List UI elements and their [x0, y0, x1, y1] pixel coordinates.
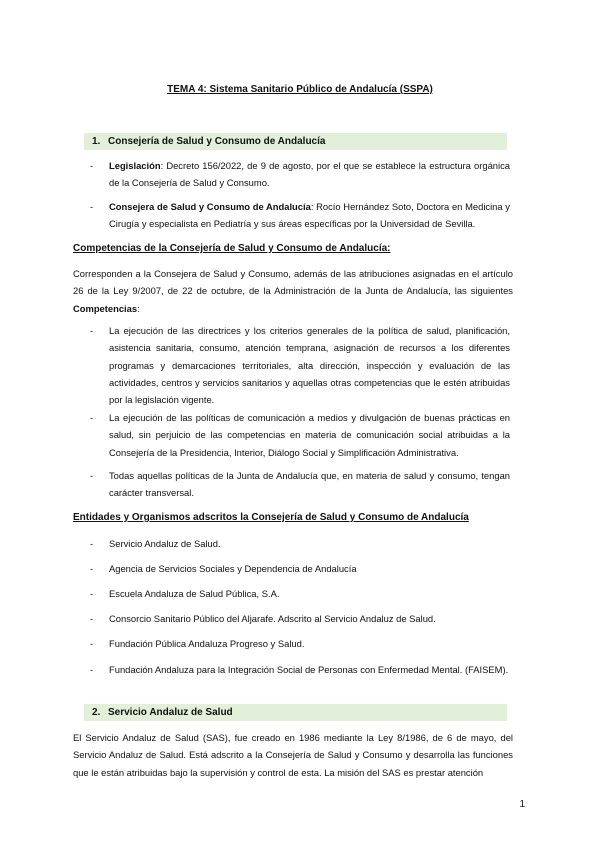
bullet-label: Legislación [109, 160, 161, 171]
section-number: 2. [92, 707, 101, 718]
bullet-text: : Rocío Hernández Soto, Doctora en Medicina y Cirugía y especialista en Pediatría y sus áreas específicas por la Universidad de Sevilla. [109, 201, 510, 230]
competencias-heading: Competencias de la Consejería de Salud y Consumo de Andalucía: [73, 243, 391, 254]
list-item [90, 661, 510, 678]
list-item [90, 409, 510, 461]
bullet-text: Todas aquellas políticas de la Junta de Andalucía que, en materia de salud y consumo, tengan carácter transversal. [109, 470, 510, 499]
intro-text: Corresponden a la Consejera de Salud y Consumo, además de las atribuciones asignadas en el artículo 26 de la Ley 9/2007, de 22 de octubre, de la Administración de la Junta de Andalucía, las siguientes [73, 268, 513, 297]
list-item [90, 157, 510, 192]
bullet-dash: - [90, 538, 94, 549]
bullet-text: Fundación Andaluza para la Integración Social de Personas con Enfermedad Mental. (FAISEM). [109, 664, 509, 675]
list-item [90, 585, 510, 602]
competencias-intro [73, 265, 513, 317]
document-title: TEMA 4: Sistema Sanitario Público de Andalucía (SSPA) [167, 84, 433, 95]
list-item [90, 198, 510, 233]
bullet-dash: - [90, 563, 94, 574]
list-item [90, 322, 510, 408]
bullet-text: La ejecución de las políticas de comunicación a medios y divulgación de buenas prácticas en salud, sin perjuicio de las competencias en materia de comunicación social atribuidas a la Consejería de la Presidencia, Interior, Diálogo Social y Simplificación Administrativa. [109, 412, 510, 458]
bullet-dash: - [90, 412, 94, 423]
list-item [90, 560, 510, 577]
section-number: 1. [92, 136, 101, 147]
intro-end: : [137, 302, 140, 314]
bullet-text: La ejecución de las directrices y los criterios generales de la política de salud, planificación, asistencia sanitaria, consumo, atención temprana, asignación de recursos a los diferentes programas y demarcaciones territoriales, alta dirección, inspección y evaluación de las actividades, centros y servicios sanitarios y aquellas otras competencias que le estén atribuidas por la legislación vigente. [109, 325, 510, 406]
bullet-dash: - [90, 160, 94, 171]
section-heading-2 [84, 704, 507, 721]
bullet-dash: - [90, 470, 94, 481]
sas-paragraph: El Servicio Andaluz de Salud (SAS), fue creado en 1986 mediante la Ley 8/1986, de 6 de mayo, del Servicio Andaluz de Salud. Está adscrito a la Consejería de Salud y Consumo y desarrolla las funciones que le están atribuidas bajo la supervisión y control de esta. La misión del SAS es prestar atención [73, 732, 513, 778]
bullet-text: Servicio Andaluz de Salud. [109, 538, 221, 549]
bullet-text: Fundación Pública Andaluza Progreso y Salud. [109, 638, 305, 649]
entidades-heading: Entidades y Organismos adscritos la Consejería de Salud y Consumo de Andalucía [73, 512, 469, 523]
bullet-dash: - [90, 588, 94, 599]
section-label: Servicio Andaluz de Salud [108, 707, 233, 718]
bullet-text: Agencia de Servicios Sociales y Dependencia de Andalucía [109, 563, 357, 574]
bullet-dash: - [90, 664, 94, 675]
section-label: Consejería de Salud y Consumo de Andalucía [108, 136, 326, 147]
bullet-dash: - [90, 201, 94, 212]
bullet-dash: - [90, 325, 94, 336]
list-item [90, 635, 510, 652]
bullet-text: : Decreto 156/2022, de 9 de agosto, por el que se establece la estructura orgánica de la Consejería de Salud y Consumo. [109, 160, 510, 189]
page-number: 1 [519, 799, 525, 810]
bullet-text: Consorcio Sanitario Público del Aljarafe. Adscrito al Servicio Andaluz de Salud. [109, 613, 436, 624]
bullet-label: Consejera de Salud y Consumo de Andalucía [109, 201, 311, 212]
bullet-dash: - [90, 638, 94, 649]
list-item [90, 610, 510, 627]
list-item [90, 467, 510, 502]
bullet-dash: - [90, 613, 94, 624]
intro-bold: Competencias [73, 302, 138, 314]
list-item [90, 535, 510, 552]
bullet-text: Escuela Andaluza de Salud Pública, S.A. [109, 588, 280, 599]
section-heading-1 [84, 133, 507, 150]
